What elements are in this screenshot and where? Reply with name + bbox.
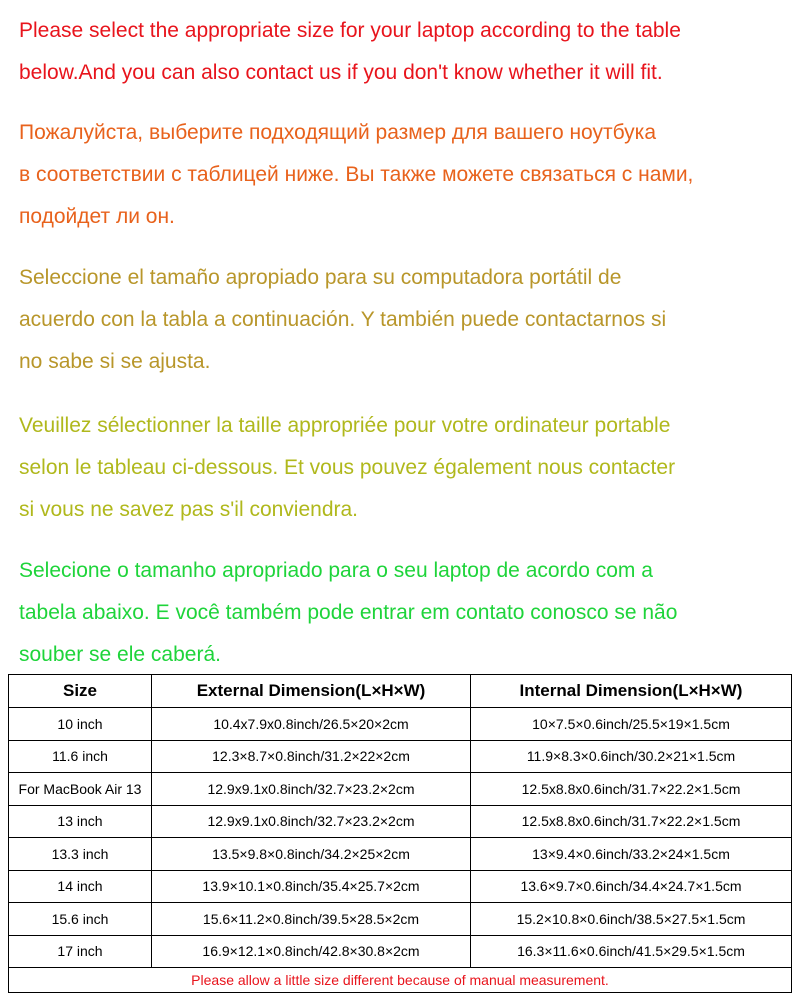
instructions-english: Please select the appropriate size for your laptop according to the table below.And you can also contact us if you don't know whether it will fit. xyxy=(19,19,681,84)
size-cell: 13.3 inch xyxy=(9,838,152,871)
internal-dimension-cell: 13×9.4×0.6inch/33.2×24×1.5cm xyxy=(471,838,792,871)
external-dimension-cell: 10.4x7.9x0.8inch/26.5×20×2cm xyxy=(152,708,471,741)
instructions-french: Veuillez sélectionner la taille appropriée pour votre ordinateur portable selon le tableau ci-dessous. Et vous pouvez également nous contacter si vous ne savez pas s'il conviendra. xyxy=(19,414,676,521)
table-row xyxy=(9,903,792,936)
size-cell: For MacBook Air 13 xyxy=(9,773,152,806)
size-table xyxy=(8,674,792,993)
table-row xyxy=(9,708,792,741)
table-row xyxy=(9,773,792,806)
external-dimension-cell: 13.9×10.1×0.8inch/35.4×25.7×2cm xyxy=(152,870,471,903)
internal-dimension-cell: 10×7.5×0.6inch/25.5×19×1.5cm xyxy=(471,708,792,741)
instructions-russian: Пожалуйста, выберите подходящий размер для вашего ноутбука в соответствии с таблицей ниже. Вы также можете связаться с нами, подойдет ли он. xyxy=(19,121,694,228)
table-row xyxy=(9,870,792,903)
size-cell: 17 inch xyxy=(9,935,152,968)
external-dimension-cell: 15.6×11.2×0.8inch/39.5×28.5×2cm xyxy=(152,903,471,936)
size-cell: 11.6 inch xyxy=(9,740,152,773)
table-header-row xyxy=(9,675,792,708)
instructions-spanish: Seleccione el tamaño apropiado para su computadora portátil de acuerdo con la tabla a continuación. Y también puede contactarnos si no sabe si se ajusta. xyxy=(19,266,667,373)
table-row xyxy=(9,805,792,838)
table-row xyxy=(9,935,792,968)
external-dimension-cell: 16.9×12.1×0.8inch/42.8×30.8×2cm xyxy=(152,935,471,968)
table-row xyxy=(9,740,792,773)
internal-dimension-cell: 12.5x8.8x0.6inch/31.7×22.2×1.5cm xyxy=(471,773,792,806)
internal-dimension-cell: 12.5x8.8x0.6inch/31.7×22.2×1.5cm xyxy=(471,805,792,838)
external-dimension-cell: 12.9x9.1x0.8inch/32.7×23.2×2cm xyxy=(152,773,471,806)
size-cell: 15.6 inch xyxy=(9,903,152,936)
instructions-portuguese: Selecione o tamanho apropriado para o seu laptop de acordo com a tabela abaixo. E você também pode entrar em contato conosco se não souber se ele caberá. xyxy=(19,559,678,666)
internal-dimension-cell: 13.6×9.7×0.6inch/34.4×24.7×1.5cm xyxy=(471,870,792,903)
external-dimension-cell: 12.3×8.7×0.8inch/31.2×22×2cm xyxy=(152,740,471,773)
size-cell: 10 inch xyxy=(9,708,152,741)
external-dimension-cell: 13.5×9.8×0.8inch/34.2×25×2cm xyxy=(152,838,471,871)
table-row xyxy=(9,838,792,871)
internal-dimension-cell: 11.9×8.3×0.6inch/30.2×21×1.5cm xyxy=(471,740,792,773)
size-cell: 14 inch xyxy=(9,870,152,903)
header-internal-dimension: Internal Dimension(L×H×W) xyxy=(471,675,792,708)
size-cell: 13 inch xyxy=(9,805,152,838)
internal-dimension-cell: 16.3×11.6×0.6inch/41.5×29.5×1.5cm xyxy=(471,935,792,968)
internal-dimension-cell: 15.2×10.8×0.6inch/38.5×27.5×1.5cm xyxy=(471,903,792,936)
header-size: Size xyxy=(9,675,152,708)
table-note-row xyxy=(9,968,792,993)
header-external-dimension: External Dimension(L×H×W) xyxy=(152,675,471,708)
measurement-note: Please allow a little size different because of manual measurement. xyxy=(9,968,792,993)
external-dimension-cell: 12.9x9.1x0.8inch/32.7×23.2×2cm xyxy=(152,805,471,838)
